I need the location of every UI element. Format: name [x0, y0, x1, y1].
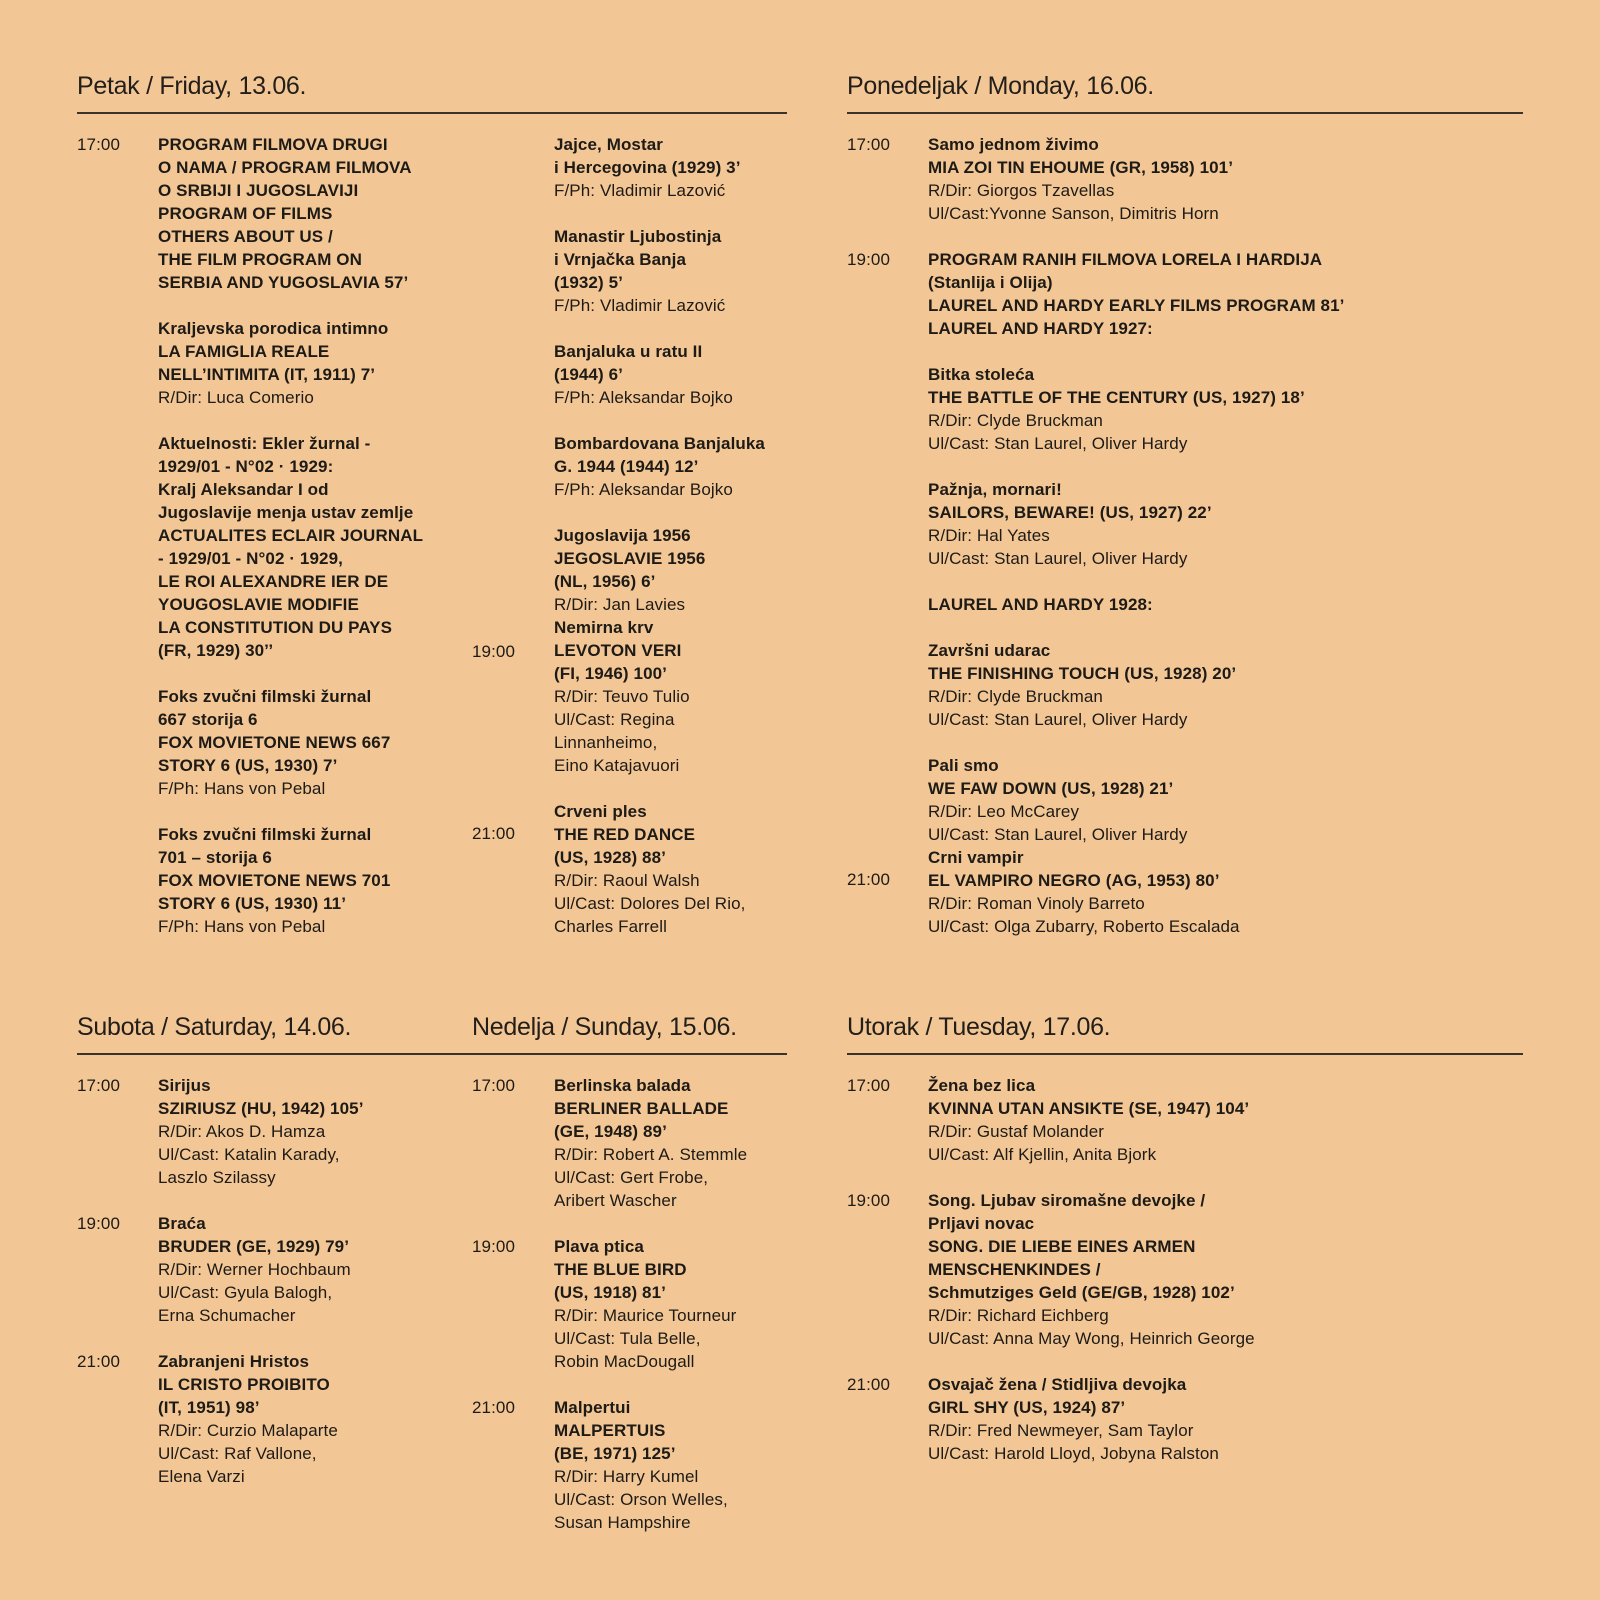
friday-col-a-line: 667 storija 6 — [158, 710, 258, 729]
sunday-time-2100: 21:00 — [472, 1398, 516, 1417]
friday-col-a-line: Kraljevska porodica intimno — [158, 319, 389, 338]
saturday-col-line: Elena Varzi — [158, 1467, 245, 1486]
monday-col-line: R/Dir: Clyde Bruckman — [928, 687, 1103, 706]
monday-col-line: MIA ZOI TIN EHOUME (GR, 1958) 101’ — [928, 158, 1234, 177]
tuesday-col-line: R/Dir: Richard Eichberg — [928, 1306, 1109, 1325]
friday-col-b-line: Bombardovana Banjaluka — [554, 434, 765, 453]
friday-rule — [77, 112, 787, 114]
friday-col-a-line: NELL’INTIMITA (IT, 1911) 7’ — [158, 365, 376, 384]
sunday-col-line: R/Dir: Harry Kumel — [554, 1467, 699, 1486]
friday-col-b-line: i Hercegovina (1929) 3’ — [554, 158, 741, 177]
saturday-time-2100: 21:00 — [77, 1352, 121, 1371]
saturday-col-line: Braća — [158, 1214, 206, 1233]
friday-col-b-line: F/Ph: Vladimir Lazović — [554, 181, 726, 200]
friday-col-b-line: THE RED DANCE — [554, 825, 696, 844]
friday-col-b-line: Crveni ples — [554, 802, 647, 821]
sunday-col-line: Plava ptica — [554, 1237, 644, 1256]
friday-time-2100: 21:00 — [472, 824, 516, 843]
friday-col-a-line: YOUGOSLAVIE MODIFIE — [158, 595, 359, 614]
sunday-col-line: BERLINER BALLADE — [554, 1099, 729, 1118]
friday-col-a-line: PROGRAM OF FILMS — [158, 204, 333, 223]
friday-col-b-line: Banjaluka u ratu II — [554, 342, 703, 361]
saturday-col-line: Laszlo Szilassy — [158, 1168, 276, 1187]
saturday-rule — [77, 1053, 787, 1055]
friday-col-a-line: F/Ph: Hans von Pebal — [158, 779, 326, 798]
monday-col-line: Pali smo — [928, 756, 999, 775]
monday-col-line: WE FAW DOWN (US, 1928) 21’ — [928, 779, 1174, 798]
friday-col-b-line: F/Ph: Aleksandar Bojko — [554, 480, 733, 499]
friday-col-a-line: 1929/01 - N°02 · 1929: — [158, 457, 334, 476]
friday-col-a-line: Kralj Aleksandar I od — [158, 480, 329, 499]
saturday-col-line: Ul/Cast: Katalin Karady, — [158, 1145, 340, 1164]
friday-col-a-line: R/Dir: Luca Comerio — [158, 388, 314, 407]
tuesday-col-line: Song. Ljubav siromašne devojke / — [928, 1191, 1206, 1210]
friday-col-b-line: (1932) 5’ — [554, 273, 623, 292]
friday-time-1900: 19:00 — [472, 642, 516, 661]
monday-col-line: LAUREL AND HARDY EARLY FILMS PROGRAM 81’ — [928, 296, 1345, 315]
friday-col-b-line: JEGOSLAVIE 1956 — [554, 549, 706, 568]
friday-col-a-line: FOX MOVIETONE NEWS 701 — [158, 871, 391, 890]
monday-col-line: Ul/Cast:Yvonne Sanson, Dimitris Horn — [928, 204, 1219, 223]
friday-col-b-line: (FI, 1946) 100’ — [554, 664, 668, 683]
saturday-col-line: R/Dir: Akos D. Hamza — [158, 1122, 326, 1141]
friday-col-b-line: Nemirna krv — [554, 618, 654, 637]
monday-col-line: Ul/Cast: Olga Zubarry, Roberto Escalada — [928, 917, 1240, 936]
monday-col-line: THE BATTLE OF THE CENTURY (US, 1927) 18’ — [928, 388, 1305, 407]
day-title-tuesday: Utorak / Tuesday, 17.06. — [847, 1013, 1111, 1041]
monday-col-line: THE FINISHING TOUCH (US, 1928) 20’ — [928, 664, 1237, 683]
friday-col-a-line: Foks zvučni filmski žurnal — [158, 687, 372, 706]
friday-col-b-line: G. 1944 (1944) 12’ — [554, 457, 699, 476]
day-title-saturday: Subota / Saturday, 14.06. — [77, 1013, 352, 1041]
friday-col-b-line: R/Dir: Teuvo Tulio — [554, 687, 690, 706]
monday-col-line: Samo jednom živimo — [928, 135, 1099, 154]
saturday-col-line: (IT, 1951) 98’ — [158, 1398, 260, 1417]
friday-col-a-line: PROGRAM FILMOVA DRUGI — [158, 135, 388, 154]
friday-col-a-line: SERBIA AND YUGOSLAVIA 57’ — [158, 273, 409, 292]
friday-col-a-line: FOX MOVIETONE NEWS 667 — [158, 733, 391, 752]
tuesday-col-line: Ul/Cast: Alf Kjellin, Anita Bjork — [928, 1145, 1157, 1164]
tuesday-col-line: SONG. DIE LIEBE EINES ARMEN — [928, 1237, 1196, 1256]
sunday-col-line: (GE, 1948) 89’ — [554, 1122, 667, 1141]
tuesday-time-2100: 21:00 — [847, 1375, 891, 1394]
sunday-col-line: (BE, 1971) 125’ — [554, 1444, 676, 1463]
day-title-monday: Ponedeljak / Monday, 16.06. — [847, 72, 1154, 100]
monday-col-line: PROGRAM RANIH FILMOVA LORELA I HARDIJA — [928, 250, 1323, 269]
friday-col-a-line: STORY 6 (US, 1930) 7’ — [158, 756, 338, 775]
tuesday-col-line: R/Dir: Gustaf Molander — [928, 1122, 1105, 1141]
sunday-col-line: THE BLUE BIRD — [554, 1260, 687, 1279]
monday-col-line: Ul/Cast: Stan Laurel, Oliver Hardy — [928, 434, 1188, 453]
saturday-col-line: Erna Schumacher — [158, 1306, 296, 1325]
monday-col-line: Ul/Cast: Stan Laurel, Oliver Hardy — [928, 710, 1188, 729]
tuesday-rule — [847, 1053, 1523, 1055]
saturday-col-line: Ul/Cast: Gyula Balogh, — [158, 1283, 333, 1302]
friday-col-a-line: 701 – storija 6 — [158, 848, 272, 867]
tuesday-col-line: MENSCHENKINDES / — [928, 1260, 1101, 1279]
sunday-col-line: Berlinska balada — [554, 1076, 691, 1095]
monday-col-line: LAUREL AND HARDY 1927: — [928, 319, 1153, 338]
friday-col-a-line: LA FAMIGLIA REALE — [158, 342, 330, 361]
monday-col-line: Pažnja, mornari! — [928, 480, 1062, 499]
friday-col-a-line: O NAMA / PROGRAM FILMOVA — [158, 158, 412, 177]
friday-col-a-line: ACTUALITES ECLAIR JOURNAL — [158, 526, 424, 545]
monday-col-line: Završni udarac — [928, 641, 1051, 660]
saturday-col-line: IL CRISTO PROIBITO — [158, 1375, 330, 1394]
saturday-col-line: Ul/Cast: Raf Vallone, — [158, 1444, 317, 1463]
saturday-col-line: R/Dir: Curzio Malaparte — [158, 1421, 338, 1440]
tuesday-col-line: Ul/Cast: Harold Lloyd, Jobyna Ralston — [928, 1444, 1219, 1463]
sunday-time-1700: 17:00 — [472, 1076, 516, 1095]
tuesday-col-line: Prljavi novac — [928, 1214, 1035, 1233]
monday-time-1900: 19:00 — [847, 250, 891, 269]
monday-col-line: Ul/Cast: Stan Laurel, Oliver Hardy — [928, 825, 1188, 844]
day-title-sunday: Nedelja / Sunday, 15.06. — [472, 1013, 737, 1041]
friday-col-b-line: R/Dir: Jan Lavies — [554, 595, 686, 614]
monday-col-line: R/Dir: Giorgos Tzavellas — [928, 181, 1115, 200]
sunday-col-line: Robin MacDougall — [554, 1352, 695, 1371]
monday-col-line: Crni vampir — [928, 848, 1024, 867]
tuesday-time-1900: 19:00 — [847, 1191, 891, 1210]
friday-col-a-line: Jugoslavije menja ustav zemlje — [158, 503, 414, 522]
friday-col-b-line: Ul/Cast: Regina — [554, 710, 675, 729]
friday-col-a-line: - 1929/01 - N°02 · 1929, — [158, 549, 343, 568]
monday-time-2100: 21:00 — [847, 870, 891, 889]
saturday-col-line: BRUDER (GE, 1929) 79’ — [158, 1237, 350, 1256]
sunday-col-line: Malpertui — [554, 1398, 631, 1417]
tuesday-col-line: Osvajač žena / Stidljiva devojka — [928, 1375, 1187, 1394]
sunday-col-line: (US, 1918) 81’ — [554, 1283, 666, 1302]
friday-col-b-line: Jajce, Mostar — [554, 135, 664, 154]
friday-col-a-line: STORY 6 (US, 1930) 11’ — [158, 894, 347, 913]
sunday-col-line: R/Dir: Maurice Tourneur — [554, 1306, 737, 1325]
friday-col-b-line: Jugoslavija 1956 — [554, 526, 691, 545]
monday-col-line: R/Dir: Hal Yates — [928, 526, 1050, 545]
monday-col-line: R/Dir: Leo McCarey — [928, 802, 1080, 821]
friday-col-b-line: (NL, 1956) 6’ — [554, 572, 656, 591]
friday-col-b-line: F/Ph: Vladimir Lazović — [554, 296, 726, 315]
friday-col-b-line: F/Ph: Aleksandar Bojko — [554, 388, 733, 407]
tuesday-col-line: Žena bez lica — [928, 1076, 1036, 1095]
sunday-col-line: Aribert Wascher — [554, 1191, 677, 1210]
friday-col-b-line: Ul/Cast: Dolores Del Rio, — [554, 894, 746, 913]
tuesday-col-line: R/Dir: Fred Newmeyer, Sam Taylor — [928, 1421, 1194, 1440]
monday-col-line: R/Dir: Clyde Bruckman — [928, 411, 1103, 430]
saturday-time-1900: 19:00 — [77, 1214, 121, 1233]
friday-col-b-line: R/Dir: Raoul Walsh — [554, 871, 700, 890]
friday-col-a-line: Foks zvučni filmski žurnal — [158, 825, 372, 844]
friday-col-b-line: LEVOTON VERI — [554, 641, 682, 660]
friday-col-b-line: (1944) 6’ — [554, 365, 623, 384]
friday-col-a-line: OTHERS ABOUT US / — [158, 227, 333, 246]
sunday-col-line: R/Dir: Robert A. Stemmle — [554, 1145, 748, 1164]
tuesday-time-1700: 17:00 — [847, 1076, 891, 1095]
friday-col-b-line: Charles Farrell — [554, 917, 667, 936]
monday-col-line: LAUREL AND HARDY 1928: — [928, 595, 1153, 614]
monday-time-1700: 17:00 — [847, 135, 891, 154]
sunday-col-line: Ul/Cast: Gert Frobe, — [554, 1168, 709, 1187]
tuesday-col-line: Ul/Cast: Anna May Wong, Heinrich George — [928, 1329, 1255, 1348]
monday-col-line: (Stanlija i Olija) — [928, 273, 1053, 292]
monday-rule — [847, 112, 1523, 114]
saturday-time-1700: 17:00 — [77, 1076, 121, 1095]
sunday-col-line: Ul/Cast: Orson Welles, — [554, 1490, 728, 1509]
friday-col-b-line: Eino Katajavuori — [554, 756, 680, 775]
monday-col-line: Ul/Cast: Stan Laurel, Oliver Hardy — [928, 549, 1188, 568]
friday-col-b-line: Linnanheimo, — [554, 733, 658, 752]
friday-col-b-line: (US, 1928) 88’ — [554, 848, 666, 867]
tuesday-col-line: Schmutziges Geld (GE/GB, 1928) 102’ — [928, 1283, 1235, 1302]
friday-col-a-line: F/Ph: Hans von Pebal — [158, 917, 326, 936]
saturday-col-line: Zabranjeni Hristos — [158, 1352, 310, 1371]
friday-col-a-line: THE FILM PROGRAM ON — [158, 250, 362, 269]
friday-col-b-line: Manastir Ljubostinja — [554, 227, 722, 246]
monday-col-line: Bitka stoleća — [928, 365, 1035, 384]
sunday-col-line: Ul/Cast: Tula Belle, — [554, 1329, 701, 1348]
friday-time-1700: 17:00 — [77, 135, 121, 154]
friday-col-b-line: i Vrnjačka Banja — [554, 250, 687, 269]
monday-col-line: EL VAMPIRO NEGRO (AG, 1953) 80’ — [928, 871, 1220, 890]
saturday-col-line: R/Dir: Werner Hochbaum — [158, 1260, 351, 1279]
tuesday-col-line: GIRL SHY (US, 1924) 87’ — [928, 1398, 1126, 1417]
sunday-col-line: MALPERTUIS — [554, 1421, 666, 1440]
friday-col-a-line: O SRBIJI I JUGOSLAVIJI — [158, 181, 359, 200]
monday-col-line: SAILORS, BEWARE! (US, 1927) 22’ — [928, 503, 1212, 522]
saturday-col-line: SZIRIUSZ (HU, 1942) 105’ — [158, 1099, 364, 1118]
sunday-col-line: Susan Hampshire — [554, 1513, 691, 1532]
monday-col-line: R/Dir: Roman Vinoly Barreto — [928, 894, 1145, 913]
friday-col-a-line: (FR, 1929) 30’’ — [158, 641, 274, 660]
friday-col-a-line: LA CONSTITUTION DU PAYS — [158, 618, 393, 637]
friday-col-a-line: LE ROI ALEXANDRE IER DE — [158, 572, 389, 591]
friday-col-a-line: Aktuelnosti: Ekler žurnal - — [158, 434, 371, 453]
day-title-friday: Petak / Friday, 13.06. — [77, 72, 307, 100]
saturday-col-line: Sirijus — [158, 1076, 211, 1095]
tuesday-col-line: KVINNA UTAN ANSIKTE (SE, 1947) 104’ — [928, 1099, 1250, 1118]
sunday-time-1900: 19:00 — [472, 1237, 516, 1256]
